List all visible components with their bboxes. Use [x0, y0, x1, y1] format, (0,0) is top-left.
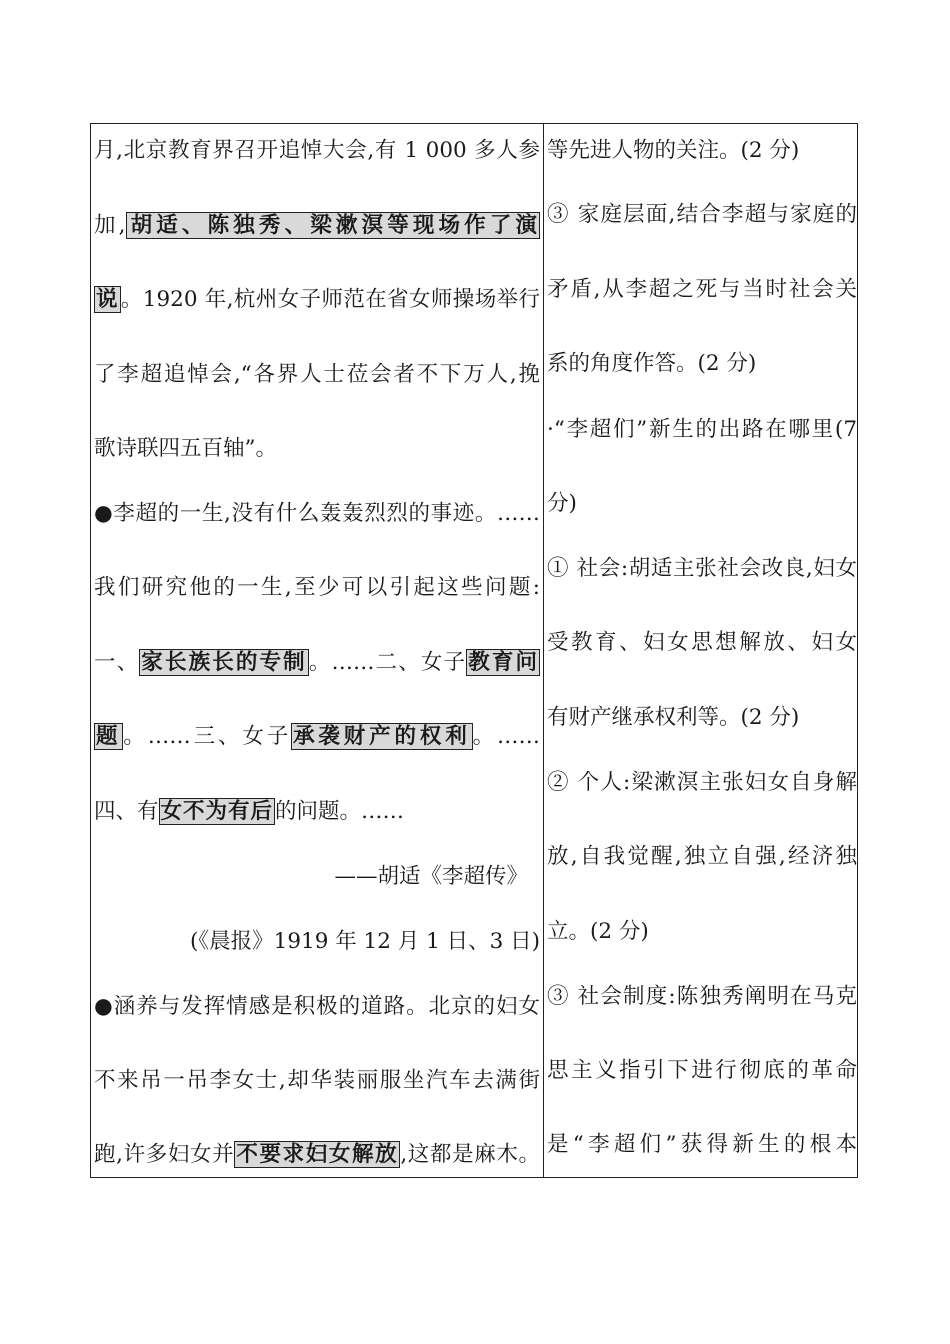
right-line-15: 是“李超们”获得新生的根本 — [547, 1132, 857, 1157]
citation-author: ——胡适《李超传》 — [334, 864, 528, 889]
right-line-8: 受教育、妇女思想解放、妇女 — [547, 630, 857, 655]
citation-source: (《晨报》1919 年 12 月 1 日、3 日) — [190, 929, 540, 954]
column-divider — [543, 124, 544, 1177]
highlight-speech: 说 — [96, 287, 119, 312]
left-line-15 — [94, 1140, 540, 1170]
right-line-10: ② 个人:梁漱溟主张妇女自身解 — [547, 770, 857, 795]
left-line-2 — [94, 211, 540, 241]
highlight-property-rights: 承袭财产的权利 — [293, 724, 471, 749]
right-line-4: 系的角度作答。(2 分) — [547, 351, 757, 376]
right-line-3: 矛盾,从李超之死与当时社会关 — [547, 277, 857, 302]
right-line-7: ① 社会:胡适主张社会改良,妇女 — [547, 556, 857, 581]
right-line-11: 放,自我觉醒,独立自强,经济独 — [547, 844, 857, 869]
highlight-patriarch: 家长族长的专制 — [141, 650, 307, 675]
left-line-15-b: ,这都是麻木。 — [400, 1142, 540, 1167]
highlight-heir: 女不为有后 — [160, 799, 274, 824]
left-line-9 — [94, 722, 540, 752]
left-line-8-b: 。……二、女子 — [308, 650, 467, 675]
highlight-liberation: 不要求妇女解放 — [236, 1142, 399, 1167]
document-table — [90, 123, 858, 1178]
left-line-10-b: 的问题。…… — [275, 799, 405, 824]
left-line-10 — [94, 797, 540, 827]
right-line-1: 等先进人物的关注。(2 分) — [547, 138, 800, 163]
left-line-1: 月,北京教育界召开追悼大会,有 1 000 多人参 — [94, 138, 540, 163]
right-line-6: 分) — [547, 491, 577, 516]
right-line-2: ③ 家庭层面,结合李超与家庭的 — [547, 202, 857, 227]
highlight-speakers: 胡适、陈独秀、梁漱溟等现场作了演 — [127, 213, 538, 238]
left-line-9-b: 。…… — [472, 724, 540, 749]
right-line-9: 有财产继承权利等。(2 分) — [547, 705, 800, 730]
left-line-8 — [94, 648, 540, 678]
left-line-3 — [94, 285, 540, 315]
left-line-14: 不来吊一吊李女士,却华装丽服坐汽车去满街 — [94, 1068, 540, 1093]
right-line-5: ·“李超们”新生的出路在哪里(7 — [547, 417, 857, 442]
left-line-2-text: 加, — [94, 213, 126, 238]
right-line-14: 思主义指引下进行彻底的革命 — [547, 1058, 857, 1083]
left-line-13: ●涵养与发挥情感是积极的道路。北京的妇女 — [94, 994, 540, 1019]
left-line-5: 歌诗联四五百轴”。 — [94, 436, 277, 461]
right-line-12: 立。(2 分) — [547, 919, 649, 944]
highlight-education: 教育问 — [468, 650, 538, 675]
left-line-4: 了李超追悼会,“各界人士莅会者不下万人,挽 — [94, 362, 540, 387]
left-line-9-a: 。……三、女子 — [123, 724, 292, 749]
left-line-15-a: 跑,许多妇女并 — [94, 1142, 235, 1167]
left-line-6: ●李超的一生,没有什么轰轰烈烈的事迹。…… — [94, 501, 540, 526]
left-line-10-a: 四、有 — [94, 799, 159, 824]
left-line-3-text: 。1920 年,杭州女子师范在省女师操场举行 — [120, 287, 540, 312]
highlight-problem: 题 — [96, 724, 122, 749]
left-line-7: 我们研究他的一生,至少可以引起这些问题: — [94, 575, 540, 600]
right-line-13: ③ 社会制度:陈独秀阐明在马克 — [547, 984, 857, 1009]
left-line-8-a: 一、 — [94, 650, 140, 675]
